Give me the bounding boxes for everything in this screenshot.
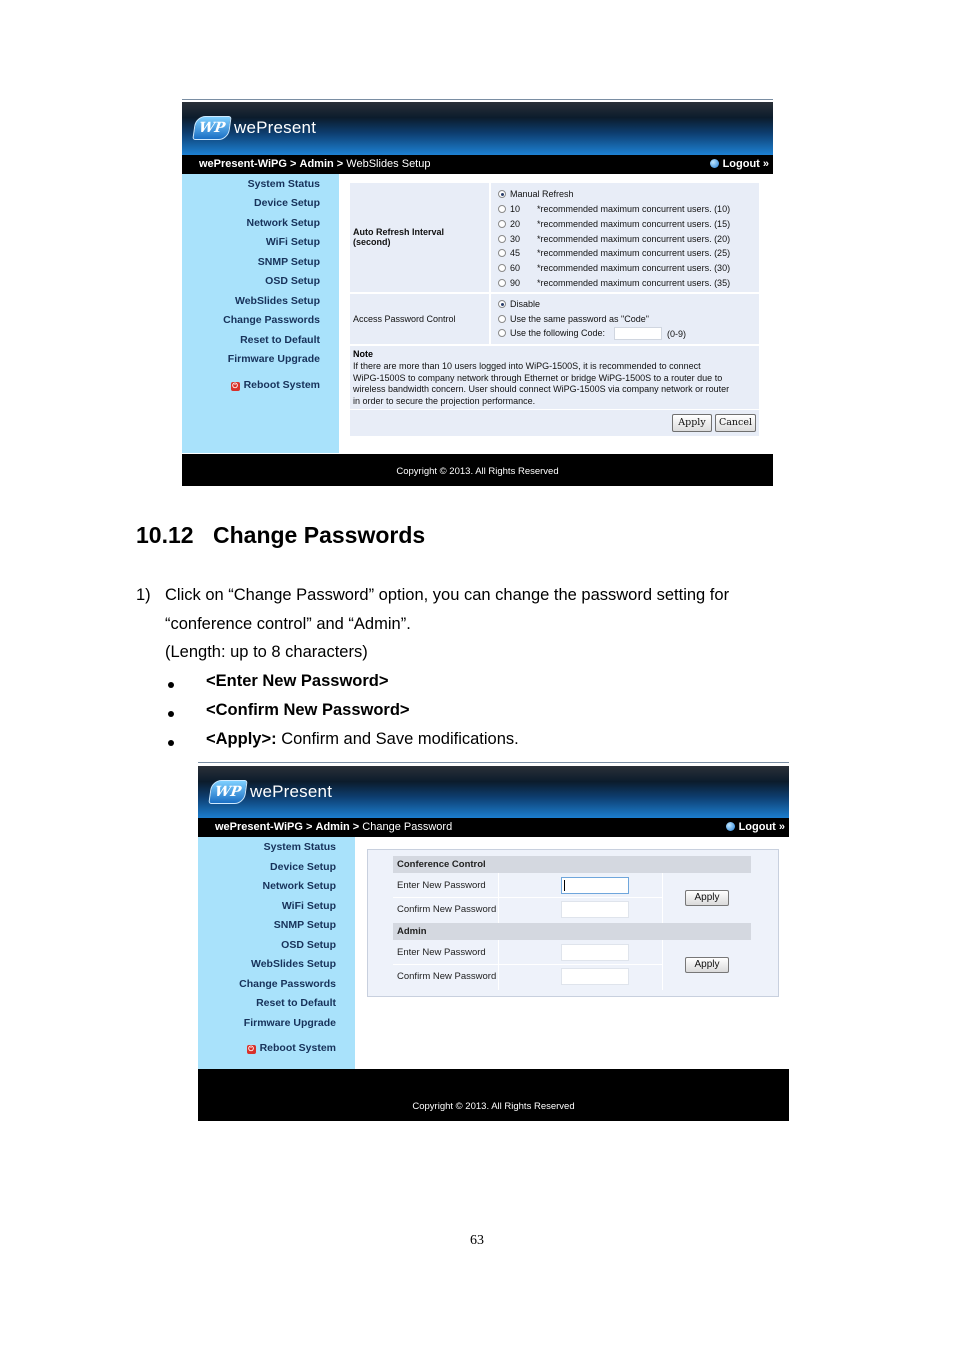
refresh-note-30: *recommended maximum concurrent users. (20) xyxy=(537,234,731,244)
nav-change-passwords[interactable]: Change Passwords xyxy=(239,978,336,990)
nav-network-setup[interactable]: Network Setup xyxy=(262,880,336,892)
nav-firmware-upgrade[interactable]: Firmware Upgrade xyxy=(227,353,320,365)
cell-divider xyxy=(662,940,663,990)
admin-confirm-label: Confirm New Password xyxy=(397,971,497,982)
bullet-desc: Confirm and Save modifications. xyxy=(276,730,519,748)
option-label: 60 xyxy=(510,263,521,273)
nav-device-setup[interactable]: Device Setup xyxy=(270,861,336,873)
logout-icon xyxy=(726,822,735,831)
code-input[interactable] xyxy=(614,327,662,340)
nav-system-status[interactable]: System Status xyxy=(263,841,336,853)
nav-webslides-setup[interactable]: WebSlides Setup xyxy=(235,295,320,307)
breadcrumb-bar xyxy=(198,818,789,837)
note-line: in order to secure the projection performance. xyxy=(353,395,536,406)
breadcrumb-home[interactable]: wePresent-WiPG xyxy=(199,158,287,170)
breadcrumb xyxy=(199,155,430,174)
logo xyxy=(194,116,316,140)
conference-confirm-label: Confirm New Password xyxy=(397,904,497,915)
refresh-option-90[interactable] xyxy=(498,278,520,288)
logout-link[interactable] xyxy=(710,155,769,174)
bullet-dot xyxy=(168,711,174,717)
body-line-1: Click on “Change Password” option, you can change the password setting for xyxy=(165,586,730,604)
option-label: Manual Refresh xyxy=(510,189,574,199)
page-number: 63 xyxy=(470,1233,484,1248)
breadcrumb-separator: > xyxy=(352,821,360,833)
note-line: wireless bandwidth concern. User should connect WiPG-1500S via company network or router xyxy=(353,384,730,395)
conference-enter-password-input[interactable] xyxy=(561,877,629,894)
copyright-text: Copyright © 2013. All Rights Reserved xyxy=(412,1101,575,1112)
breadcrumb xyxy=(215,818,452,837)
screenshot-webslides-setup xyxy=(182,99,773,486)
cell-divider xyxy=(662,873,663,923)
admin-apply-button[interactable]: Apply xyxy=(685,957,729,973)
breadcrumb-home[interactable]: wePresent-WiPG xyxy=(215,821,303,833)
top-border xyxy=(198,762,789,763)
nav-device-setup[interactable]: Device Setup xyxy=(254,197,320,209)
bullet-term: <Apply>: xyxy=(206,730,277,748)
option-label: 90 xyxy=(510,278,521,288)
logout-label: Logout » xyxy=(738,821,785,833)
row-divider xyxy=(393,897,662,898)
nav-wifi-setup[interactable]: WiFi Setup xyxy=(281,900,336,912)
refresh-note-10: *recommended maximum concurrent users. (10) xyxy=(537,204,731,214)
logo xyxy=(210,780,332,804)
section-number: 10.12 xyxy=(136,522,194,548)
breadcrumb-admin[interactable]: Admin xyxy=(299,158,334,170)
refresh-option-45[interactable] xyxy=(498,248,520,258)
nav-snmp-setup[interactable]: SNMP Setup xyxy=(273,919,336,931)
radio-icon xyxy=(498,249,506,257)
access-option-following-code[interactable] xyxy=(498,328,605,338)
breadcrumb-separator: > xyxy=(306,821,313,833)
refresh-option-30[interactable] xyxy=(498,234,520,244)
wepresent-logo-icon: WP xyxy=(192,116,231,140)
bullet-term: <Enter New Password> xyxy=(206,672,389,690)
option-label: Use the following Code: xyxy=(510,328,606,338)
option-label: 45 xyxy=(510,248,521,258)
code-hint: (0-9) xyxy=(667,329,687,339)
radio-icon xyxy=(498,315,506,323)
bullet-apply xyxy=(206,730,519,749)
refresh-option-10[interactable] xyxy=(498,204,520,214)
top-border xyxy=(182,99,773,100)
cell-divider xyxy=(489,294,491,344)
conference-control-header xyxy=(393,856,751,873)
note-line: WiPG-1500S to company network through Ethernet or bridge WiPG-1500S to a router due to xyxy=(353,372,723,383)
nav-network-setup[interactable]: Network Setup xyxy=(246,217,320,229)
refresh-option-20[interactable] xyxy=(498,219,520,229)
radio-selected-icon xyxy=(498,190,506,198)
nav-webslides-setup[interactable]: WebSlides Setup xyxy=(251,958,336,970)
section-title: Change Passwords xyxy=(213,522,426,548)
bullet-dot xyxy=(168,682,174,688)
reboot-label: Reboot System xyxy=(259,1042,336,1054)
footer xyxy=(182,454,773,486)
logout-link[interactable] xyxy=(726,818,785,837)
nav-wifi-setup[interactable]: WiFi Setup xyxy=(265,236,320,248)
nav-change-passwords[interactable]: Change Passwords xyxy=(223,314,320,326)
option-label: Disable xyxy=(510,299,541,309)
radio-icon xyxy=(498,235,506,243)
radio-icon xyxy=(498,279,506,287)
refresh-option-60[interactable] xyxy=(498,263,520,273)
row-divider xyxy=(393,964,662,965)
wepresent-logo-icon: WP xyxy=(208,780,247,804)
nav-reset-to-default[interactable]: Reset to Default xyxy=(256,997,336,1009)
logo-text: wePresent xyxy=(234,118,317,137)
bullet-term: <Confirm New Password> xyxy=(206,701,410,719)
conference-apply-button[interactable]: Apply xyxy=(685,890,729,906)
nav-osd-setup[interactable]: OSD Setup xyxy=(265,275,320,287)
admin-confirm-password-input[interactable] xyxy=(561,968,629,985)
footer xyxy=(198,1069,789,1121)
option-label: Use the same password as "Code" xyxy=(510,314,649,324)
sidebar xyxy=(198,837,355,1069)
breadcrumb-separator: > xyxy=(336,158,344,170)
radio-icon xyxy=(498,220,506,228)
breadcrumb-current: Change Password xyxy=(362,821,453,833)
body-line-3: (Length: up to 8 characters) xyxy=(165,643,368,661)
sidebar xyxy=(182,174,339,453)
section-header-label: Admin xyxy=(397,926,427,937)
radio-icon xyxy=(498,205,506,213)
refresh-note-45: *recommended maximum concurrent users. (25) xyxy=(537,248,731,258)
bullet-enter-new-password xyxy=(206,672,389,691)
option-label: 30 xyxy=(510,234,521,244)
access-password-label: Access Password Control xyxy=(353,314,456,324)
conference-confirm-password-input[interactable] xyxy=(561,901,629,918)
conference-enter-label: Enter New Password xyxy=(397,880,486,891)
breadcrumb-bar xyxy=(182,155,773,174)
auto-refresh-label xyxy=(353,227,444,247)
body-line-2: “conference control” and “Admin”. xyxy=(165,615,411,633)
option-label: 20 xyxy=(510,219,521,229)
radio-icon xyxy=(498,329,506,337)
power-icon: ⏻ xyxy=(248,1046,254,1053)
reboot-label: Reboot System xyxy=(243,379,320,391)
logout-icon xyxy=(710,159,719,168)
nav-snmp-setup[interactable]: SNMP Setup xyxy=(257,256,320,268)
nav-reboot-system[interactable] xyxy=(247,1042,336,1054)
list-marker: 1) xyxy=(136,586,151,604)
cell-divider xyxy=(489,183,491,292)
access-option-disable[interactable] xyxy=(498,299,540,309)
section-heading xyxy=(136,522,425,549)
breadcrumb-separator: > xyxy=(290,158,297,170)
admin-enter-password-input[interactable] xyxy=(561,944,629,961)
copyright-text: Copyright © 2013. All Rights Reserved xyxy=(396,466,559,477)
breadcrumb-admin[interactable]: Admin xyxy=(315,821,350,833)
nav-reboot-system[interactable] xyxy=(231,379,320,391)
option-label: 10 xyxy=(510,204,521,214)
auto-refresh-label-line2: (second) xyxy=(353,237,391,247)
text-caret xyxy=(564,880,565,891)
radio-icon xyxy=(498,264,506,272)
cell-divider xyxy=(498,940,499,990)
nav-system-status[interactable]: System Status xyxy=(247,178,320,190)
nav-firmware-upgrade[interactable]: Firmware Upgrade xyxy=(243,1017,336,1029)
cancel-button[interactable]: Cancel xyxy=(715,414,756,432)
logout-label: Logout » xyxy=(722,158,769,170)
power-icon: ⏻ xyxy=(232,383,238,390)
refresh-option-manual[interactable] xyxy=(498,189,574,199)
logo-text: wePresent xyxy=(250,782,333,801)
note-title: Note xyxy=(353,349,373,359)
admin-enter-label: Enter New Password xyxy=(397,947,486,958)
nav-reset-to-default[interactable]: Reset to Default xyxy=(240,334,320,346)
section-header-label: Conference Control xyxy=(397,859,486,870)
radio-selected-icon xyxy=(498,300,506,308)
note-line: If there are more than 10 users logged into WiPG-1500S, it is recommended to connect xyxy=(353,361,701,371)
admin-header xyxy=(393,923,751,940)
auto-refresh-label-line1: Auto Refresh Interval xyxy=(353,227,445,237)
note-text xyxy=(353,361,729,407)
bullet-dot xyxy=(168,740,174,746)
refresh-note-90: *recommended maximum concurrent users. (35) xyxy=(537,278,731,288)
bullet-confirm-new-password xyxy=(206,701,410,720)
apply-button[interactable]: Apply xyxy=(672,414,712,432)
nav-osd-setup[interactable]: OSD Setup xyxy=(281,939,336,951)
access-option-same-as-code[interactable] xyxy=(498,314,649,324)
cell-divider xyxy=(498,873,499,923)
breadcrumb-current: WebSlides Setup xyxy=(346,158,431,170)
screenshot-change-password xyxy=(198,762,789,1121)
refresh-note-60: *recommended maximum concurrent users. (30) xyxy=(537,263,731,273)
refresh-note-20: *recommended maximum concurrent users. (15) xyxy=(537,219,731,229)
